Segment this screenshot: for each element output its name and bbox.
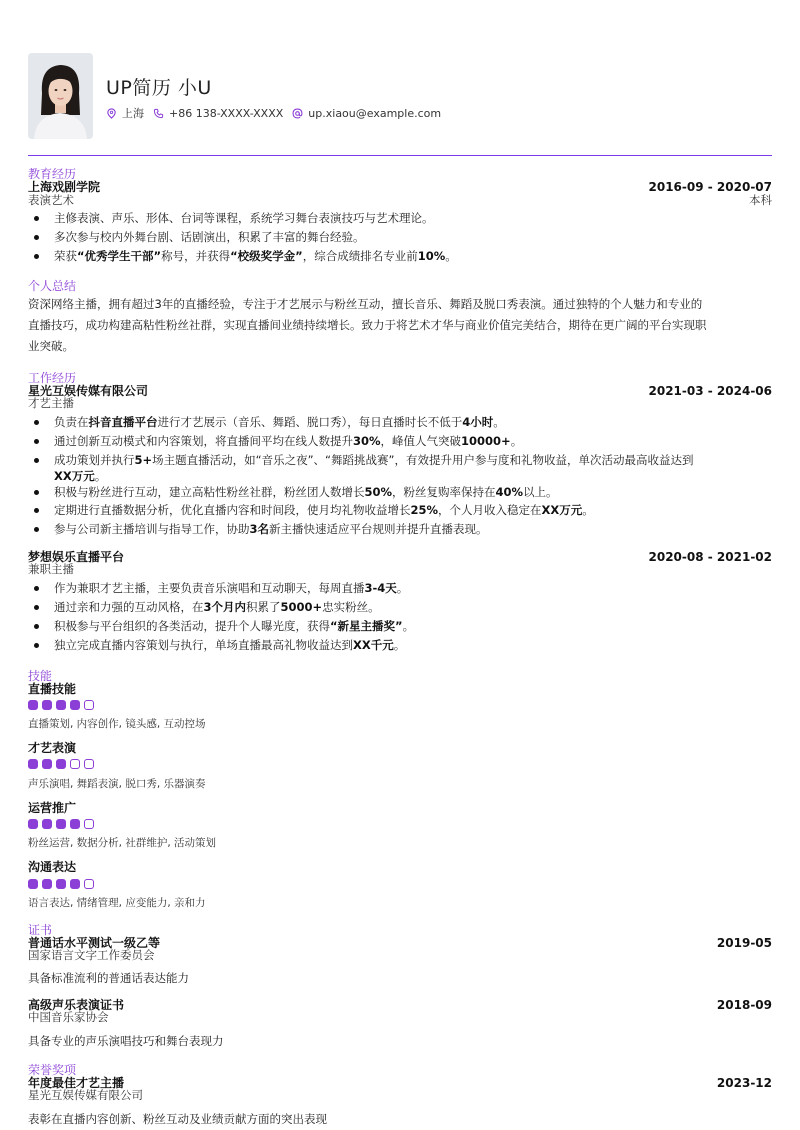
resume-header (28, 53, 772, 139)
contact-phone (153, 107, 283, 120)
cert-description: 具备标准流利的普通话表达能力 (28, 971, 189, 985)
education-subline (28, 194, 772, 207)
rating-dot-empty (84, 879, 94, 889)
rating-dot-filled (42, 879, 52, 889)
summary-text (28, 294, 774, 357)
skill-level-rating (28, 819, 98, 830)
education-entry-header (28, 180, 772, 194)
list-item: 主修表演、声乐、形体、台词等课程，系统学习舞台表演技巧与艺术理论。 (54, 210, 774, 226)
cert-issuer: 中国音乐家协会 (28, 1010, 109, 1024)
rating-dot-filled (42, 819, 52, 829)
section-title-awards: 荣誉奖项 (28, 1063, 77, 1077)
contact-info (106, 105, 450, 121)
section-title-work: 工作经历 (28, 371, 77, 385)
list-item: 定期进行直播数据分析，优化直播内容和时间段，使月均礼物收益增长25%，个人月收入稳定在XX万元。 (54, 502, 774, 518)
header-divider (28, 155, 772, 156)
education-major: 表演艺术 (28, 193, 74, 207)
list-item: 作为兼职才艺主播，主要负责音乐演唱和互动聊天，每周直播3-4天。 (54, 580, 774, 596)
skill-name: 直播技能 (28, 682, 77, 696)
rating-dot-filled (70, 819, 80, 829)
rating-dot-filled (56, 759, 66, 769)
education-date: 2016-09 - 2020-07 (648, 180, 772, 194)
at-sign-icon (292, 108, 303, 119)
list-item: 通过创新互动模式和内容策划，将直播间平均在线人数提升30%，峰值人气突破10000+。 (54, 433, 774, 449)
rating-dot-filled (56, 879, 66, 889)
summary-line: 资深网络主播，拥有超过3年的直播经验，专注于才艺展示与粉丝互动，擅长音乐、舞蹈及脱口秀表演。通过独特的个人魅力和专业的 (28, 297, 703, 311)
job-header (28, 550, 772, 564)
rating-dot-filled (28, 700, 38, 710)
cert-date: 2018-09 (716, 998, 772, 1012)
rating-dot-filled (42, 759, 52, 769)
rating-dot-empty (84, 819, 94, 829)
rating-dot-filled (42, 700, 52, 710)
contact-email[interactable] (292, 107, 441, 120)
award-date: 2023-12 (716, 1076, 772, 1090)
email-text[interactable]: up.xiaou@example.com (308, 106, 442, 120)
list-item: 成功策划并执行5+场主题直播活动，如“音乐之夜”、“舞蹈挑战赛”，有效提升用户参与度和礼物收益，单次活动最高收益达到 XX万元。 (54, 452, 774, 484)
award-description: 表彰在直播内容创新、粉丝互动及业绩贡献方面的突出表现 (28, 1112, 327, 1126)
candidate-name: UP简历 小U (106, 77, 212, 99)
rating-dot-empty (70, 759, 80, 769)
summary-line: 直播技巧，成功构建高粘性粉丝社群，实现直播间业绩持续增长。致力于将艺术才华与商业价值完美结合，期待在更广阔的平台实现职 (28, 318, 707, 332)
job-header (28, 384, 772, 398)
section-title-certificates: 证书 (28, 923, 53, 937)
summary-line: 业突破。 (28, 339, 74, 353)
phone-icon (153, 108, 164, 119)
company-name: 梦想娱乐直播平台 (28, 550, 125, 564)
skill-keywords: 声乐演唱, 舞蹈表演, 脱口秀, 乐器演奏 (28, 778, 206, 790)
cert-name: 高级声乐表演证书 (28, 998, 125, 1012)
skill-level-rating (28, 759, 98, 770)
rating-dot-filled (70, 700, 80, 710)
list-item: 负责在抖音直播平台进行才艺展示（音乐、舞蹈、脱口秀），每日直播时长不低于4小时。 (54, 414, 774, 430)
location-text: 上海 (122, 107, 144, 120)
skill-keywords: 直播策划, 内容创作, 镜头感, 互动控场 (28, 718, 206, 730)
rating-dot-filled (28, 819, 38, 829)
cert-description: 具备专业的声乐演唱技巧和舞台表现力 (28, 1034, 224, 1048)
cert-header (28, 998, 772, 1012)
rating-dot-empty (84, 759, 94, 769)
contact-location (106, 105, 144, 121)
rating-dot-filled (56, 700, 66, 710)
skill-name: 才艺表演 (28, 741, 77, 755)
section-title-summary: 个人总结 (28, 279, 77, 293)
rating-dot-filled (28, 759, 38, 769)
rating-dot-filled (70, 879, 80, 889)
job-role: 才艺主播 (28, 396, 74, 410)
list-item: 积极与粉丝进行互动，建立高粘性粉丝社群，粉丝团人数增长50%，粉丝复购率保持在40%以上。 (54, 484, 774, 500)
award-issuer: 星光互娱传媒有限公司 (28, 1088, 143, 1102)
rating-dot-filled (28, 879, 38, 889)
skill-name: 沟通表达 (28, 860, 77, 874)
award-name: 年度最佳才艺主播 (28, 1076, 125, 1090)
list-item: 参与公司新主播培训与指导工作，协助3名新主播快速适应平台规则并提升直播表现。 (54, 521, 774, 537)
section-title-skills: 技能 (28, 669, 53, 683)
skill-name: 运营推广 (28, 801, 77, 815)
school-name: 上海戏剧学院 (28, 180, 101, 194)
job-date: 2021-03 - 2024-06 (648, 384, 772, 398)
rating-dot-filled (56, 819, 66, 829)
skill-keywords: 粉丝运营, 数据分析, 社群维护, 活动策划 (28, 837, 217, 849)
cert-issuer: 国家语言文字工作委员会 (28, 948, 155, 962)
job-role: 兼职主播 (28, 562, 74, 576)
skill-keywords: 语言表达, 情绪管理, 应变能力, 亲和力 (28, 897, 206, 909)
avatar-portrait-icon (28, 53, 93, 139)
section-title-education: 教育经历 (28, 167, 77, 181)
cert-name: 普通话水平测试一级乙等 (28, 936, 161, 950)
list-item: 通过亲和力强的互动风格，在3个月内积累了5000+忠实粉丝。 (54, 599, 774, 615)
skill-level-rating (28, 879, 98, 890)
list-item: 积极参与平台组织的各类活动，提升个人曝光度，获得“新星主播奖”。 (54, 618, 774, 634)
phone-text: +86 138-XXXX-XXXX (169, 106, 284, 120)
location-pin-icon (106, 108, 117, 119)
company-name: 星光互娱传媒有限公司 (28, 384, 149, 398)
list-item: 多次参与校内外舞台剧、话剧演出，积累了丰富的舞台经验。 (54, 229, 774, 245)
cert-date: 2019-05 (716, 936, 772, 950)
list-item: 荣获“优秀学生干部”称号，并获得“校级奖学金”，综合成绩排名专业前10%。 (54, 248, 774, 264)
list-item: 独立完成直播内容策划与执行，单场直播最高礼物收益达到XX千元。 (54, 637, 774, 653)
skill-level-rating (28, 700, 98, 711)
rating-dot-empty (84, 700, 94, 710)
avatar (28, 53, 93, 139)
education-degree: 本科 (749, 193, 772, 207)
job-date: 2020-08 - 2021-02 (648, 550, 772, 564)
